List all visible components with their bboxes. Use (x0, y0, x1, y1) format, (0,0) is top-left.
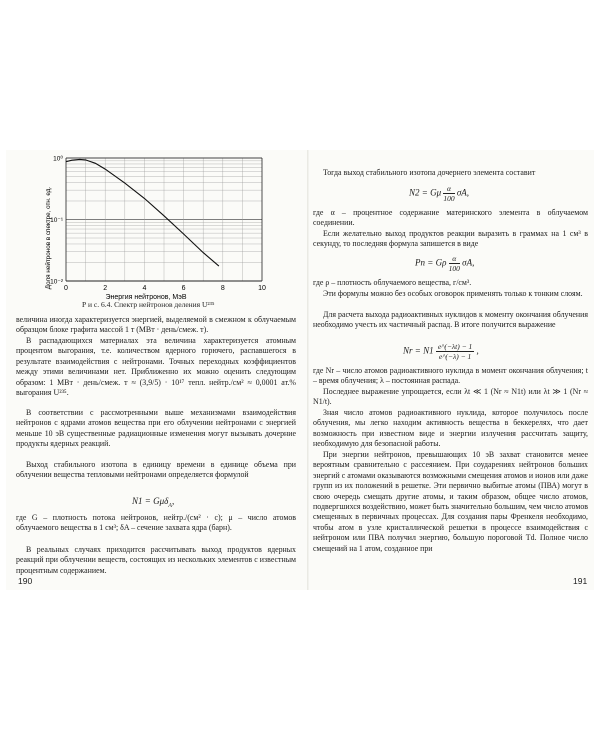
paragraph: Зная число атомов радиоактивного нуклида, которое получилось после облучения, мы легко находим активность вещества в беккерелях, что дает возможность при известном виде и энергии излучения рассчитать защиту, необходимую для безопасной работы. (313, 408, 588, 449)
formula-pn-denominator: 100 (448, 264, 460, 273)
formula-nr (403, 342, 479, 361)
book-spread (6, 150, 594, 590)
formula-pn (415, 254, 474, 273)
neutron-spectrum-chart (6, 150, 305, 310)
paragraph: В распадающихся материалах эта величина характеризуется атомным процентом выгорания, т.е. количеством ядерного горючего, распавшегося в результате взаимодействия с нейтронами. Точных переходных коэффициентов между этими величинами нет. Приближенно их можно оценить следующим образом: 1 МВт · день/смеж. т ≈ (3,9/5) · 10¹⁷ тепл. нейтр./см² ≈ 0,0001 ат.% выгорания U²³⁵. (16, 336, 296, 398)
formula-n2-left: N2 = Gμ (409, 187, 442, 198)
formula-n2-denominator: 100 (443, 194, 455, 203)
x-tick-label: 8 (220, 285, 225, 292)
y-tick-label: 10⁻² (50, 278, 63, 286)
formula-n2-numerator: α (443, 184, 454, 194)
formula-pn-right: σA, (462, 257, 475, 268)
right-page (309, 150, 594, 590)
paragraph: Если желательно выход продуктов реакции выразить в граммах на 1 см³ в секунду, то последняя формула запишется в виде (313, 229, 588, 249)
formula-nr-left: Nr = N1 (403, 345, 434, 356)
x-tick-label: 10 (258, 285, 266, 292)
formula-pn-numerator: α (449, 254, 460, 264)
paragraph: величина иногда характеризуется энергией, выделяемой в смежном к облучаемым образцом блоке графита массой 1 т (МВт · день/смеж. т). (16, 315, 296, 335)
y-axis-label: Доля нейтронов в спектре, отн. ед. (45, 186, 52, 290)
paragraph: Для расчета выхода радиоактивных нуклидов к моменту окончания облучения необходимо учесть их частичный распад. В итоге получится выражение (313, 310, 588, 330)
chart-grid (66, 158, 262, 281)
page-number: 191 (573, 576, 588, 586)
y-tick-label: 10⁻¹ (50, 217, 63, 224)
x-tick-label: 4 (142, 285, 147, 292)
paragraph: где ρ – плотность облучаемого вещества, г/см³. (313, 278, 472, 287)
formula-pn-left: Pn = Gρ (415, 257, 447, 268)
formula-n1-body: N1 = Gμδ (132, 496, 169, 506)
formula-n1-comma: , (171, 496, 175, 506)
figure-caption: Р и с. 6.4. Спектр нейтронов деления U²³⁵ (82, 300, 215, 309)
x-tick-label: 0 (64, 285, 68, 292)
left-page (6, 150, 305, 590)
paragraph: где G – плотность потока нейтронов, нейтр./(см² · с); μ – число атомов облучаемого вещества в 1 см³; δA – сечение захвата ядра (барн). (16, 513, 296, 533)
formula-nr-denominator: e^(−λ) − 1 (438, 352, 472, 361)
y-tick-label: 10⁰ (53, 155, 63, 163)
formula-nr-right: , (476, 345, 479, 356)
paragraph: Эти формулы можно без особых оговорок применять только к тонким слоям. (323, 289, 583, 298)
formula-n1 (132, 496, 174, 509)
x-axis-label: Энергия нейтронов, МэВ (105, 294, 187, 301)
page-number: 190 (18, 576, 33, 586)
formula-nr-numerator: e^(−λt) − 1 (437, 342, 473, 351)
paragraph: При энергии нейтронов, превышающих 10 эВ захват становится менее вероятным сравнительно с рассеянием. При соударениях нейтронов больших энергий с атомами оказываются возможными смещения атомов и ионов или даже групп из их положений в решетке. Эти первично выбитые атомы (ПВА) могут в свою очередь смещать другие атомы, и таким образом, общее число атомов, подвергшихся воздействию, может быть значительно большим, чем число атомов смещенных в первичных процессах. Для создания пары Френкеля необходимо, чтобы атом в узле кристаллической решетки в процессе взаимодействия с нейтроном или ПВА получил энергию, большую пороговой Td. Полное число смещений на 1 атом, созданное при (313, 450, 588, 553)
formula-n1-sub: A (168, 502, 172, 509)
x-tick-label: 6 (181, 285, 186, 292)
paragraph: Выход стабильного изотопа в единицу времени в единице объема при облучении вещества тепловыми нейтронами определяется формулой (16, 460, 296, 480)
paragraph: Тогда выход стабильного изотопа дочернего элемента составит (323, 168, 536, 177)
formula-n2 (409, 184, 469, 203)
formula-nr-fraction (436, 342, 474, 361)
paragraph: В реальных случаях приходится рассчитывать выход продуктов ядерных реакций при облучении веществ, состоящих из нескольких элементов с известным процентным содержанием. (16, 545, 296, 575)
formula-n2-right: σA, (456, 187, 470, 198)
paragraph: В соответствии с рассмотренными выше механизмами взаимодействия нейтронов с ядрами атомов вещества при его облучении нейтронами с энергией меньше 10 эВ существенные радиационные изменения могут вызывать дочерние продукты ядерных реакций. (16, 408, 296, 449)
x-tick-label: 2 (103, 285, 108, 292)
paragraph: где α – процентное содержание материнского элемента в облучаемом соединении. (313, 208, 588, 228)
series-line (66, 159, 219, 266)
formula-n2-fraction (443, 184, 454, 203)
chart-ticks (50, 155, 266, 293)
formula-pn-fraction (449, 254, 460, 273)
paragraph: Последнее выражение упрощается, если λt ≪ 1 (Nr ≈ N1t) или λt ≫ 1 (Nr ≈ N1/t). (313, 387, 588, 407)
paragraph: где Nr – число атомов радиоактивного нуклида в момент окончания облучения; t – время облучения; λ – постоянная распада. (313, 366, 588, 386)
